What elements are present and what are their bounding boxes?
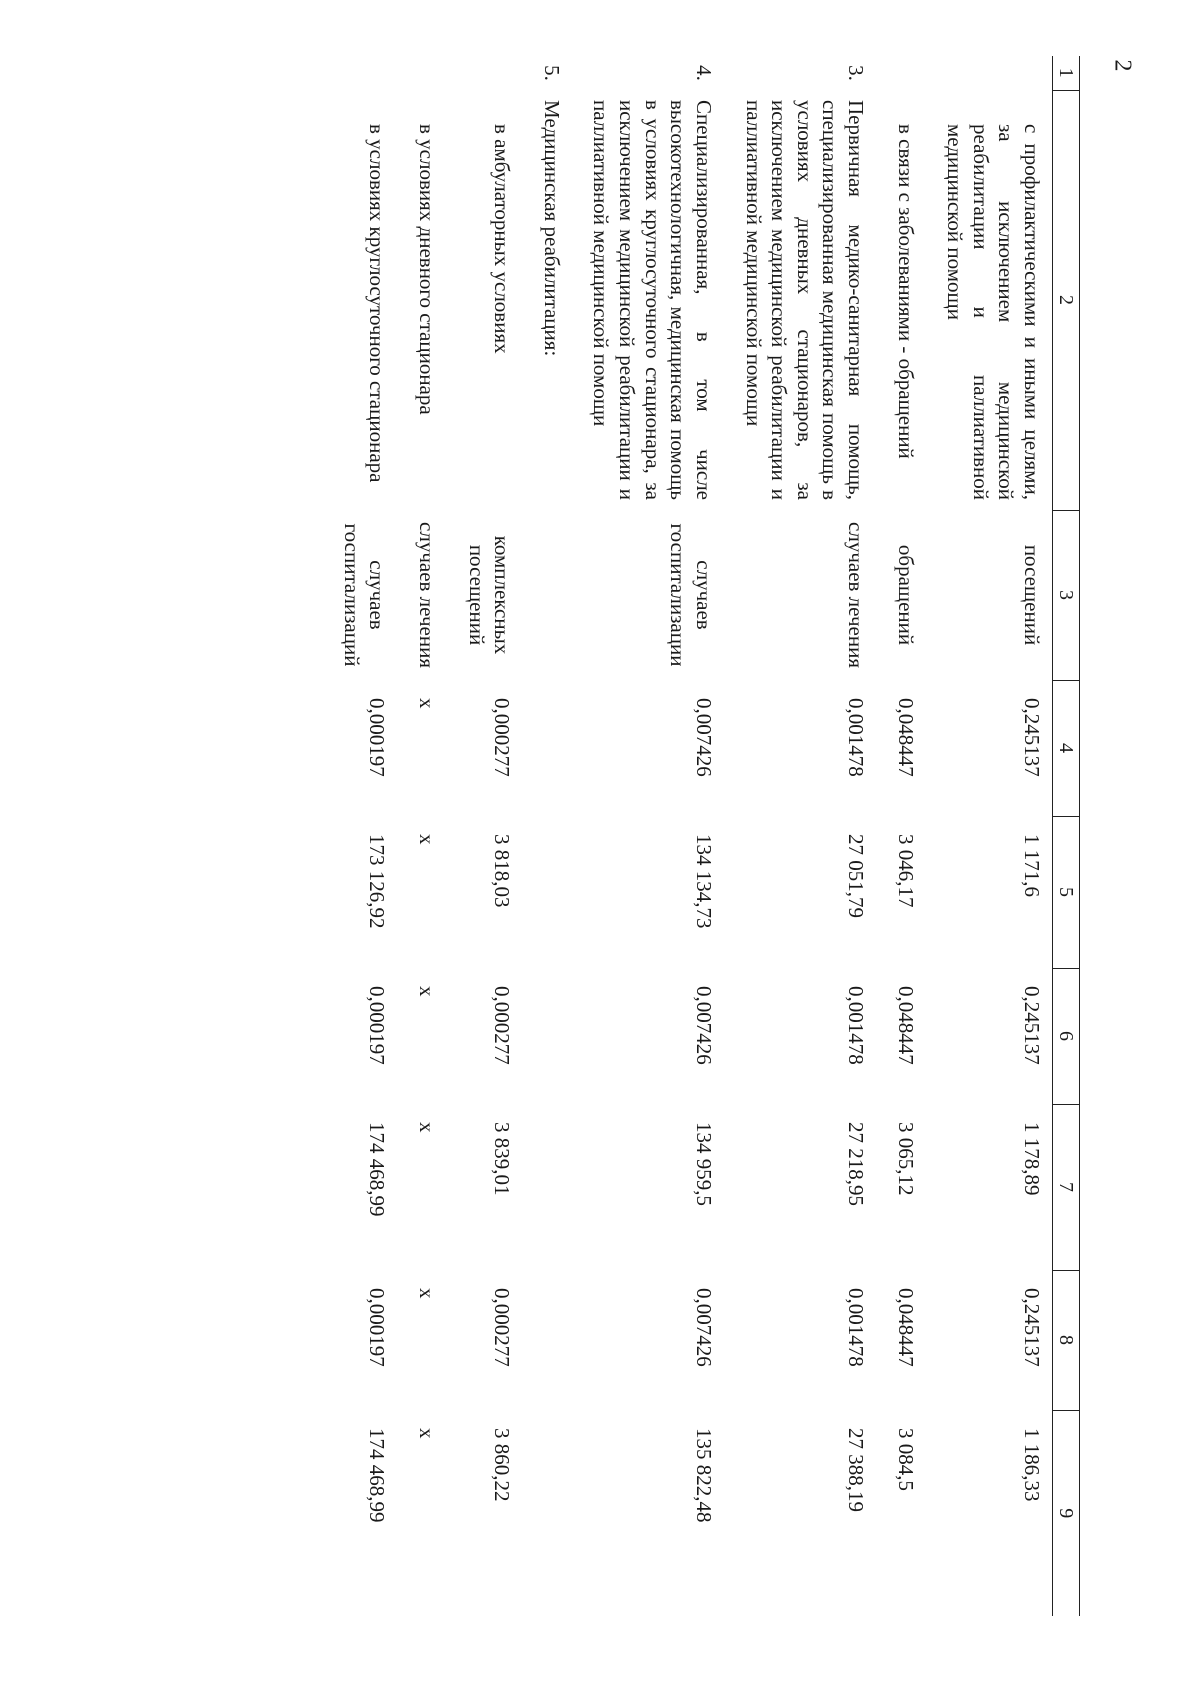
table-row	[322, 56, 397, 1616]
column-header: 9	[1053, 1410, 1080, 1616]
cell-value: х	[415, 834, 440, 845]
cell-value	[522, 680, 572, 816]
cell-value: 1 186,33	[1020, 1428, 1044, 1502]
row-number: 4.	[691, 65, 716, 81]
row-unit: комплексных посещений	[464, 535, 515, 655]
cell-value: 27 051,79	[843, 834, 868, 918]
row-number	[322, 56, 397, 90]
cell-value: 0,000277	[490, 698, 515, 777]
cell-value: 3 084,5	[893, 1428, 918, 1491]
cell-value: 3 046,17	[893, 834, 918, 908]
cell-value: 0,048447	[893, 1288, 918, 1367]
row-number: 5.	[539, 65, 564, 81]
column-header: 3	[1053, 510, 1080, 680]
row-unit: посещений	[1020, 544, 1044, 646]
cell-value: 0,007426	[691, 698, 716, 777]
row-name: в условиях дневного стационара	[415, 124, 440, 415]
column-header: 6	[1053, 968, 1080, 1104]
cell-value: 135 822,48	[691, 1428, 716, 1523]
cell-value: 0,048447	[893, 986, 918, 1065]
cell-value: 174 468,99	[365, 1428, 390, 1523]
column-header: 4	[1053, 680, 1080, 816]
row-number	[926, 56, 1053, 90]
cell-value	[522, 1410, 572, 1616]
cell-value: 174 468,99	[365, 1122, 390, 1217]
cell-value: 0,000277	[490, 986, 515, 1065]
row-number	[876, 56, 926, 90]
row-name: Специализированная, в том числе высокотехнологичная, медицинская помощь в условиях круглосуточного стационара, за исключением медицинской реабилитации и паллиативной медицинской помощи	[589, 100, 716, 500]
table-row	[447, 56, 522, 1616]
column-header: 1	[1053, 56, 1080, 90]
row-number	[397, 56, 447, 90]
cell-value: 0,000197	[365, 1288, 390, 1367]
column-header: 7	[1053, 1104, 1080, 1270]
cell-value: 0,048447	[893, 698, 918, 777]
row-name: в амбулаторных условиях	[490, 124, 515, 354]
cell-value: х	[415, 698, 440, 709]
cell-value: х	[415, 1428, 440, 1439]
table-row	[724, 56, 876, 1616]
row-unit: обращений	[893, 544, 918, 646]
table-row	[522, 56, 572, 1616]
cell-value: 3 839,01	[490, 1122, 515, 1196]
table-row	[397, 56, 447, 1616]
row-unit: случаев госпитализаций	[339, 523, 390, 667]
cell-value: 27 388,19	[843, 1428, 868, 1512]
cell-value: 3 065,12	[893, 1122, 918, 1196]
cell-value: х	[415, 986, 440, 997]
row-unit	[522, 510, 572, 680]
cell-value: 0,001478	[843, 986, 868, 1065]
row-name: в условиях круглосуточного стационара	[365, 124, 390, 483]
column-header: 5	[1053, 816, 1080, 968]
cell-value: 0,007426	[691, 1288, 716, 1367]
cell-value: 3 818,03	[490, 834, 515, 908]
header-row	[1053, 56, 1080, 1616]
cell-value	[522, 1270, 572, 1410]
cell-value: 0,245137	[1020, 698, 1044, 777]
cell-value: х	[415, 1122, 440, 1133]
table-row	[926, 56, 1053, 1616]
cell-value: 1 171,6	[1020, 834, 1044, 897]
column-header: 8	[1053, 1270, 1080, 1410]
cell-value: 27 218,95	[843, 1122, 868, 1206]
column-header: 2	[1053, 90, 1080, 510]
row-unit: случаев лечения	[843, 522, 868, 668]
cell-value: х	[415, 1288, 440, 1299]
data-table	[322, 56, 1080, 1616]
row-name: Медицинская реабилитация:	[539, 100, 564, 357]
cell-value: 0,007426	[691, 986, 716, 1065]
cell-value	[522, 968, 572, 1104]
page-number: 2	[1109, 59, 1136, 72]
cell-value: 0,000197	[365, 986, 390, 1065]
row-unit: случаев госпитализации	[666, 523, 716, 667]
row-name: Первичная медико-санитарная помощь, специализированная медицинская помощь в условиях дневных стационаров, за исключением медицинской реабилитации и паллиативной медицинской помощи	[741, 100, 868, 500]
cell-value: 3 860,22	[490, 1428, 515, 1502]
cell-value: 1 178,89	[1020, 1122, 1044, 1196]
table-row	[876, 56, 926, 1616]
cell-value: 134 134,73	[691, 834, 716, 929]
cell-value: 0,245137	[1020, 986, 1044, 1065]
cell-value	[522, 816, 572, 968]
row-number: 3.	[843, 65, 868, 81]
row-name: в связи с заболеваниями - обращений	[893, 124, 918, 459]
cell-value: 0,245137	[1020, 1288, 1044, 1367]
row-unit: случаев лечения	[415, 522, 440, 668]
table-row	[572, 56, 724, 1616]
cell-value: 0,000277	[490, 1288, 515, 1367]
cell-value: 0,001478	[843, 698, 868, 777]
row-number	[447, 56, 522, 90]
cell-value: 0,000197	[365, 698, 390, 777]
cell-value: 0,001478	[843, 1288, 868, 1367]
rotated-table-container	[120, 56, 1080, 1616]
row-name: с профилактическими и иными целями, за исключением медицинской реабилитации и паллиативной медицинской помощи	[943, 124, 1044, 500]
cell-value: 134 959,5	[691, 1122, 716, 1206]
cell-value: 173 126,92	[365, 834, 390, 929]
cell-value	[522, 1104, 572, 1270]
